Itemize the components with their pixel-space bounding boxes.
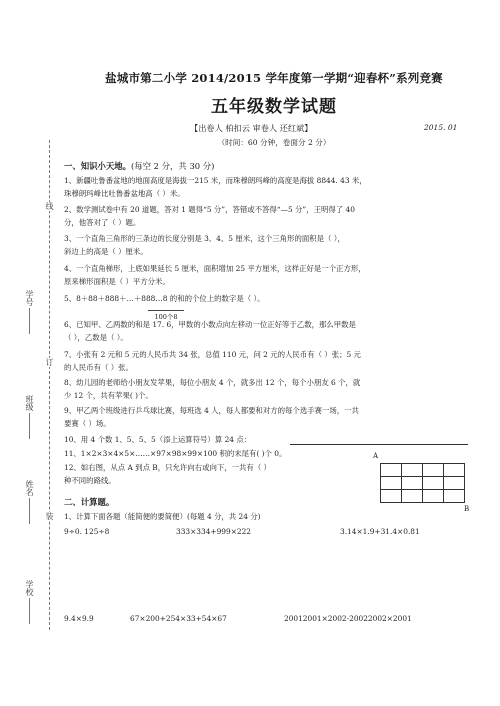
- question-line: 3、一个直角三角形的三条边的长度分别是 3、4、5 厘米，这个三角形的面积是（ ），: [64, 234, 345, 243]
- question-line: 11、1×2×3×4×5×……×97×98×99×100 积的末尾有( )个 0。: [64, 449, 287, 458]
- question-line: 6、已知甲、乙两数的和是 17. 6，甲数的小数点向左移动一位正好等于乙数，那么甲数是: [64, 320, 356, 329]
- question-line: 原来梯形面积是（ ）平方分米。: [64, 277, 170, 286]
- binding-label-ding: 订: [45, 358, 54, 367]
- question-8: [64, 376, 464, 402]
- question-line: 1、新疆吐鲁番盆地的地面高度是海拔一215 米，而珠穆朗玛峰的高度是海拔 8844. 43 米，: [64, 176, 367, 185]
- name-field[interactable]: 姓名: [24, 480, 35, 524]
- question-line: 少 12 个，共有苹果( )个。: [64, 391, 153, 400]
- exam-authors: 【出卷人 柏扣云 审卷人 还红斌】: [190, 123, 313, 133]
- question-3: [64, 232, 464, 258]
- question-line: 2、数学测试卷中有 20 道题，答对 1 题得“5 分”，答错或不答得“—5 分”，王明得了 40: [64, 205, 355, 214]
- question-10-answer-line[interactable]: [290, 444, 468, 445]
- question-line: 7、小张有 2 元和 5 元的人民币共 34 张，总值 110 元，问 2 元的人民币有（ ）张；5 元: [64, 350, 361, 359]
- question-line: 4、一个直角梯形，上底如果延长 5 厘米，面积增加 25 平方厘米，这样正好是一个正方形，: [64, 264, 366, 273]
- class-field[interactable]: 班级: [24, 395, 35, 439]
- calc-problem-6: 20012001×2002-20022002×2001: [284, 614, 412, 623]
- question-line: 5、8＋88＋888＋…＋888…8 的和的个位上的数字是（ ）。: [64, 294, 265, 303]
- binding-label-xian: 线: [45, 202, 54, 211]
- overbrace-label: 100个8: [154, 313, 178, 321]
- calc-problem-5: 67×200+254×33+54×67: [130, 614, 227, 623]
- section-2-heading: 二、计算题。: [64, 497, 115, 507]
- question-line: 12、如右图，从点 A 到点 B，只允许向右或向下，一共有（ ）: [64, 463, 271, 472]
- question-line: 8、幼儿园的老师给小朋友发苹果，每位小朋友 4 个，就多出 12 个，每个小朋友 6 个，就: [64, 378, 361, 387]
- grid-point-a-label: A: [373, 452, 379, 460]
- binding-label-zhuang: 装: [45, 512, 54, 521]
- section-2-instruction: [64, 510, 464, 523]
- binding-dashed-line: [49, 140, 50, 630]
- exam-meta: （时间：60 分钟，卷面分 2 分）: [217, 138, 331, 147]
- grid-point-b-label: B: [464, 505, 470, 513]
- instruction-line: 1、计算下面各题（能简便的要简便）(每题 4 分，共 24 分): [64, 512, 261, 521]
- route-grid-figure: [380, 463, 465, 503]
- question-5: [64, 292, 464, 305]
- question-line: 斜边上的高是（ ）厘米。: [64, 247, 148, 256]
- calc-problem-1: 9÷0. 125÷8: [64, 527, 110, 536]
- question-2: [64, 203, 464, 229]
- section-1-title: 一、知识小天地。: [64, 161, 131, 171]
- question-7: [64, 348, 464, 374]
- question-11: [64, 447, 464, 460]
- exam-date: 2015. 01: [424, 123, 458, 132]
- question-4: [64, 262, 464, 288]
- overbrace-bar: [148, 310, 184, 311]
- question-line: 珠穆朗玛峰比吐鲁番盆地高（ ）米。: [64, 189, 185, 198]
- question-line: 的人民币有（ ）张。: [64, 363, 133, 372]
- section-1-heading: [64, 160, 214, 172]
- binding-margin: [0, 140, 56, 640]
- school-field[interactable]: 学校: [24, 580, 35, 624]
- student-number-field[interactable]: 学号: [24, 290, 35, 334]
- question-line: 种不同的路线。: [64, 476, 116, 485]
- calc-problem-2: 333×334+999×222: [176, 527, 252, 536]
- exam-subtitle: 五年级数学试题: [211, 97, 337, 117]
- question-line: 9、甲乙两个班级进行乒乓球比赛，每班选 4 人，每人都要和对方的每个选手赛一场，一共: [64, 406, 359, 415]
- section-1-note: (每空 2 分，共 30 分): [131, 161, 215, 171]
- question-9: [64, 404, 464, 430]
- question-6: [64, 318, 464, 344]
- calc-problem-3: 3.14×1.9+31.4×0.81: [340, 527, 420, 536]
- question-line: 要赛（ ）场。: [64, 419, 111, 428]
- question-1: [64, 174, 464, 200]
- question-line: 分，他答对了（ ）题。: [64, 218, 141, 227]
- calc-problem-4: 9.4×9.9: [64, 614, 94, 623]
- question-line: 10、用 4 个数 1、5、5、5（添上运算符号）算 24 点：: [64, 435, 252, 444]
- question-line: （ ），乙数是（ ）。: [64, 333, 128, 342]
- exam-title: 盐城市第二小学 2014/2015 学年度第一学期“迎春杯”系列竞赛: [105, 71, 443, 85]
